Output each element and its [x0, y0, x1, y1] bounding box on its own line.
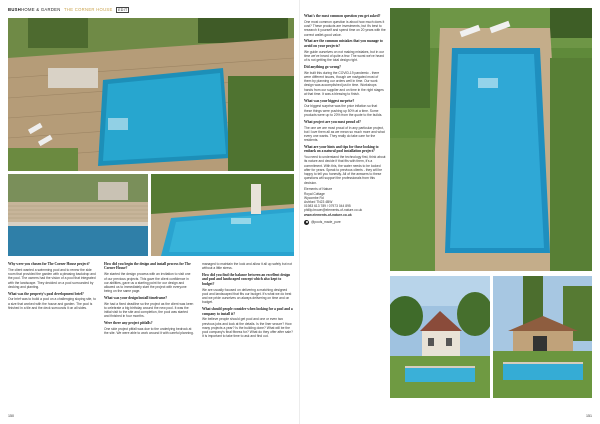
question: What project are you most proud of?: [304, 119, 361, 124]
right-column: [304, 14, 386, 225]
instagram-label: @pools_made_pure: [311, 220, 341, 225]
answer: We believe people should get pool and one or even two previous jobs and look at the details. Is the liner secure? How many projects a year? Is the building done? What will be the pool company's final fitness for? What do they offer after sale? It is important to take time to ask and find out.: [202, 317, 293, 339]
answer: The one we are most proud of in any particular project, but I love them all as we mean so much more and what every one wants. They really do take care for the residents.: [304, 125, 385, 143]
answer: We are usually focused on delivering a matching designed pool and landscaped that fits our budget. It's what we do best and we pride ourselves on always delivering on time and on budget.: [202, 287, 292, 305]
answer: Our biggest surprise was the price inflation so that these things were pushing up 50% at a time. Some products were up to 20% from the quote to the builds.: [304, 104, 383, 117]
answer: We had a fixed deadline so the project as the client was keen to celebrate a big birthday around the new pool. It was the initial visit to the site and completion, the pool was started and finished in four months.: [104, 301, 194, 319]
masthead-title: THE CORNER HOUSE: [64, 7, 113, 12]
answer: managed to maintain the look and allow it all up safely but not without a little stress.: [202, 262, 292, 271]
answer: We built this during the COVID-19 pandemic - there were different issues, though we navigated most of them by planning our orders well in time. Our work design was accomplished just in time. Workshops hands from our supplier and on time in the right stages at that time. It was a blessing to finish.: [304, 70, 384, 96]
question: What's the most common question you get asked?: [304, 14, 381, 18]
left-column-2: [104, 262, 194, 338]
answer: The client wanted a swimming pool and to renew the side room that provided the garden with a pleasing backdrop and the pool. The owners had the vision of a pool that integrated with the landscape. They decided on a pool surrounded by decking and planting.: [8, 267, 96, 289]
question: How did you begin the design and install process for The Corner House?: [104, 262, 191, 271]
question: Were there any project pitfalls?: [104, 321, 153, 326]
summerhouse-photo: [493, 276, 592, 398]
answer: One side project pitfall was due to the underlying bedrock at the site. We were able to work around it with careful planning.: [104, 327, 194, 336]
question: What are your hints and tips for those looking to embark on a natural pool installation project?: [304, 144, 379, 154]
left-column-1: [8, 262, 96, 313]
question: What was your biggest surprise?: [304, 98, 355, 103]
long-pool-photo: [390, 8, 592, 271]
phone-number: 01983 613 789 / 07973 044 895: [304, 204, 351, 209]
answer: We started the design process with an invitation to visit one of our previous projects. This gave the client confidence in our abilities, gave us a starting point for our design and allowed us to immediately start the project with everyone being on the same page.: [104, 272, 191, 294]
instagram-icon: [304, 220, 309, 225]
address-line: Ashford TN23 4BW: [304, 199, 333, 204]
email-address[interactable]: phillip.brown@elements-of-nature.co.uk: [304, 208, 363, 213]
masthead-brand: BUSH: [8, 7, 22, 12]
question: What was your design/install timeframe?: [104, 295, 168, 300]
instagram-handle[interactable]: [304, 220, 386, 225]
question: What was the property's pool development brief?: [8, 291, 84, 296]
masthead-section: HOME & GARDEN: [21, 7, 61, 12]
answer: One most common question is about how much does it cost? These products are investments, but it's best to research it yourself and spend time on 20 years with the correct wallet-good value.: [304, 19, 386, 37]
page-number-right: 151: [586, 414, 592, 418]
pool-steps-photo: [151, 174, 294, 256]
masthead-tag: EDIT: [118, 8, 128, 12]
page-number-left: 150: [8, 414, 14, 418]
question: What should people consider when looking for a pool and a company to install it?: [202, 307, 293, 316]
address-line: Wycombe Rd: [304, 195, 324, 200]
question: Why were you chosen for The Corner House project?: [8, 262, 90, 266]
right-page: [300, 0, 600, 424]
question: Did anything go wrong?: [304, 64, 341, 69]
answer: You need to understand the technology first, think about its nature and decide if that fits with them, it's a commitment. With this, the water needs to be looked after for years. Speak to previous clients - they will be happy to tell you honestly. All of the answers to these questions will support the professionals from this decision.: [304, 155, 386, 185]
house-pool-photo: [390, 276, 490, 398]
contact-block: [304, 187, 386, 224]
masthead: [8, 7, 129, 13]
website-link[interactable]: www.elements-of-nature.co.uk: [304, 212, 352, 217]
question: How did you find the balance between an excellent design and pool and landscaped concept which also kept to budget?: [202, 273, 291, 286]
answer: Our brief was to build a pool on a challenging sloping site, to a size that worked with the house and garden. The pool is finished in a tile and the deck surrounds it on all sides.: [8, 297, 96, 310]
pool-aerial-photo: [8, 18, 294, 171]
pool-edge-photo: [8, 174, 148, 256]
address-line: Royal Cottage: [304, 191, 325, 196]
left-column-3: [202, 262, 294, 341]
company-name: Elements of Nature: [304, 187, 333, 192]
answer: We guide ourselves on not making mistakes, but in our time we've heard of quite a few. The worst we've heard of is not getting the total design right.: [304, 49, 385, 63]
question: What are the common mistakes that you manage to avoid on your projects?: [304, 39, 383, 48]
